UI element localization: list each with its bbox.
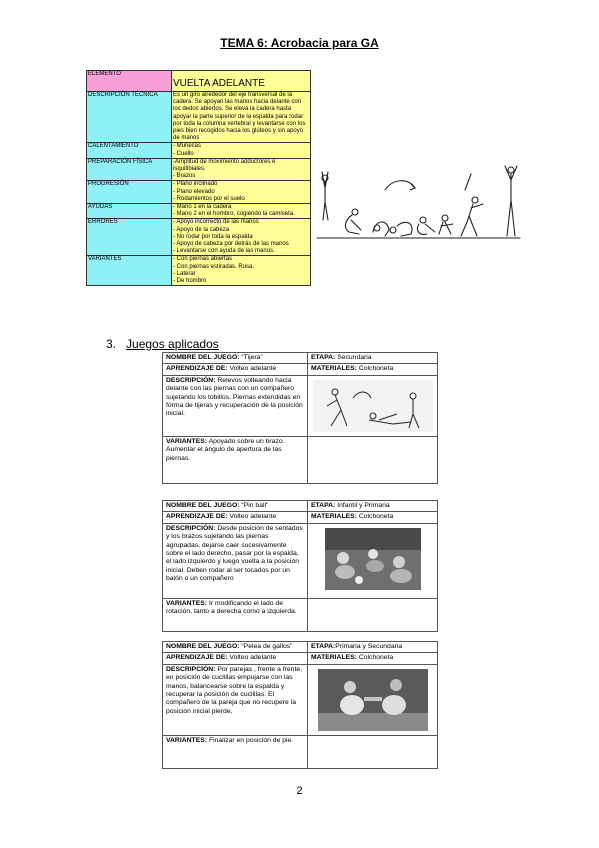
materials-cell	[308, 364, 438, 375]
game-card	[162, 500, 438, 632]
game-name: “Pin ball”	[241, 502, 269, 509]
description-cell	[163, 664, 308, 735]
name-label: NOMBRE DEL JUEGO:	[166, 643, 240, 650]
description-cell	[163, 375, 308, 436]
description-cell	[163, 523, 308, 598]
variants-label: VARIANTES:	[166, 437, 208, 445]
game-name: “Tijera”	[241, 354, 263, 361]
game-card	[162, 641, 438, 769]
page-number: 2	[296, 785, 303, 797]
learning-cell	[163, 512, 308, 523]
variants-label: VARIANTES:	[166, 599, 208, 607]
materials-value: Colchoneta	[358, 365, 394, 373]
row-key: ELEMENTO	[87, 71, 172, 92]
table-row	[163, 512, 438, 523]
pelea-de-gallos-photo	[318, 669, 428, 731]
table-row	[87, 158, 311, 181]
table-row	[87, 143, 311, 158]
photo-cell	[308, 523, 438, 598]
materials-cell	[308, 653, 438, 664]
section-title: Juegos aplicados	[126, 337, 219, 351]
table-row	[87, 256, 311, 286]
row-key: VARIANTES	[87, 256, 172, 286]
stage-label: ETAPA:	[311, 643, 336, 650]
row-key: ERRORES	[87, 219, 172, 256]
empty-cell	[308, 598, 438, 631]
table-row	[163, 436, 438, 483]
empty-cell	[308, 735, 438, 768]
materials-label: MATERIALES:	[311, 654, 357, 662]
variants-text: Ir modificando el lado de rotación, tanto a derecha como a izquierda.	[166, 599, 297, 616]
section-number: 3.	[106, 337, 117, 351]
table-row	[163, 653, 438, 664]
learning-label: APRENDIZAJE DE:	[166, 654, 228, 662]
learning-label: APRENDIZAJE DE:	[166, 365, 228, 373]
row-key: AYUDAS	[87, 204, 172, 219]
section-heading	[106, 337, 219, 351]
variants-cell	[163, 598, 308, 631]
row-key: PROGRESIÓN	[87, 181, 172, 204]
materials-label: MATERIALES:	[311, 365, 357, 373]
description-label: DESCRIPCIÓN:	[166, 524, 216, 532]
name-label: NOMBRE DEL JUEGO:	[166, 502, 240, 509]
row-key: DESCRIPCIÓN TÉCNICA	[87, 92, 172, 143]
game-name-cell	[163, 353, 308, 364]
game-card	[162, 352, 438, 484]
table-row	[163, 598, 438, 631]
forward-roll-illustration	[315, 160, 522, 242]
row-key: CALENTAMIENTO	[87, 143, 172, 158]
row-value: VUELTA ADELANTE	[172, 71, 311, 92]
row-value: - Con piernas abiertas - Con piernas estiradas. Rusa. - Lateral - De hombro	[172, 256, 311, 286]
materials-value: Colchoneta	[358, 654, 394, 662]
description-text: Desde posición de sentados y los brazos sujetando las piernas agrupadas, dejarse caer sucesivamente sobre el lado derecho, pasar por la espalda, el lado izquierdo y luego vuelta a la posición inicial. Deben rodar al ser tocados por un balón o un compañero	[166, 524, 303, 583]
row-value: -Amplitud de movimiento adductores e isquitibiales. - Brazos	[172, 158, 311, 181]
variants-text: Apoyado sobre un brazo. Aumentar el ángulo de apertura de las piernas.	[166, 437, 285, 462]
table-row	[163, 642, 438, 653]
row-value: - Muñecas - Cuello	[172, 143, 311, 158]
illustration-cell	[308, 375, 438, 436]
description-label: DESCRIPCIÓN:	[166, 665, 216, 673]
game-name-cell	[163, 501, 308, 512]
table-row	[87, 92, 311, 143]
variants-cell	[163, 735, 308, 768]
learning-value: Volteo adelante	[229, 365, 277, 373]
pin-ball-photo	[325, 528, 421, 590]
table-row	[87, 219, 311, 256]
stage-label: ETAPA:	[311, 502, 336, 509]
row-value: - Apoyo incorrecto de las manos - Apoyo de la cabeza - No rodar por toda la espalda - Apoyo de cabeza por detrás de las manos - Levantarse con ayuda de las manos.	[172, 219, 311, 256]
learning-label: APRENDIZAJE DE:	[166, 513, 228, 521]
game-stage-cell	[308, 642, 438, 653]
description-text: Por parejas , frente a frente, en posición de cuclillas empujarse con las manos, balancearse sobre la espalda y recuperar la posición de cuclillas. El compañero de la pareja que no recupere la posición inicial pierde.	[166, 665, 303, 715]
learning-cell	[163, 364, 308, 375]
table-row	[163, 364, 438, 375]
table-row	[163, 501, 438, 512]
row-value: Es un giro alrededor del eje transversal de la cadera. Se apoyan las manos hacia delante con los dedos abiertos. Se eleva la cadera hasta apoyar la parte superior de la espalda para rodar por toda la columna vertebral y levantarse con los pies bien recogidos hacia los glúteos y sin apoyo de manos	[172, 92, 311, 143]
variants-text: Finalizar en posición de pie.	[208, 736, 294, 744]
table-row	[163, 664, 438, 735]
game-name-cell	[163, 642, 308, 653]
game-name: “Pelea de gallos”	[241, 643, 293, 650]
row-value: - Plano inclinado - Plano elevado - Rodamientos por el suelo	[172, 181, 311, 204]
description-text: Relevos volteando hacia delante con las piernas con un compañero sujetando los tobillos. Piernas extendidas en forma de tijeras y recuperación de la posición inicial.	[166, 376, 303, 418]
element-table	[86, 70, 311, 286]
variants-label: VARIANTES:	[166, 736, 208, 744]
scissors-roll-illustration	[313, 380, 433, 432]
photo-cell	[308, 664, 438, 735]
learning-value: Volteo adelante	[229, 654, 277, 662]
description-label: DESCRIPCIÓN:	[166, 376, 216, 384]
table-row	[163, 375, 438, 436]
game-stage-cell	[308, 501, 438, 512]
table-row	[163, 353, 438, 364]
table-row	[87, 71, 311, 92]
materials-cell	[308, 512, 438, 523]
table-row	[163, 523, 438, 598]
row-value: - Mano 1 en la cadera - Mano 2 en el hombro, cogiendo la camiseta.	[172, 204, 311, 219]
stage-label: ETAPA:	[311, 354, 336, 361]
page-title: TEMA 6: Acrobacia para GA	[220, 36, 379, 50]
table-row	[87, 181, 311, 204]
learning-cell	[163, 653, 308, 664]
game-stage: Primaria y Secundaria	[335, 643, 403, 650]
table-row	[87, 204, 311, 219]
variants-cell	[163, 436, 308, 483]
empty-cell	[308, 436, 438, 483]
learning-value: Volteo adelante	[229, 513, 277, 521]
materials-value: Colchoneta	[358, 513, 394, 521]
game-stage-cell	[308, 353, 438, 364]
row-key: PREPARACIÓN FÍSICA	[87, 158, 172, 181]
table-row	[163, 735, 438, 768]
name-label: NOMBRE DEL JUEGO:	[166, 354, 240, 361]
materials-label: MATERIALES:	[311, 513, 357, 521]
game-stage: Infantil y Primaria	[337, 502, 390, 509]
game-stage: Secundaria	[337, 354, 372, 361]
